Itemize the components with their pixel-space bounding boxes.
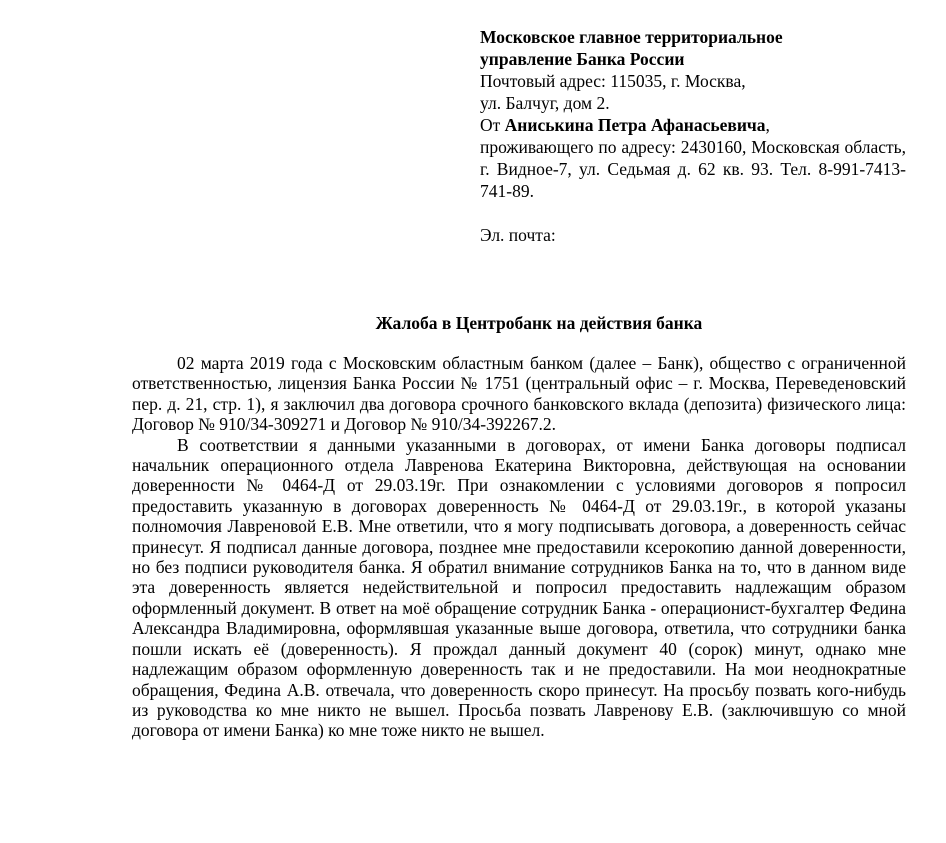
header-address-block (480, 26, 906, 246)
body-paragraph-1: 02 марта 2019 года с Московским областным банком (далее – Банк), общество с ограниченной ответственностью, лицензия Банка России № 1751 (центральный офис – г. Москва, Переведеновский пер. д. 21, стр. 1), я заключил два договора срочного банковского вклада (депозита) физического лица: Договор № 910/34-309271 и Договор № 910/34-392267.2. (132, 353, 906, 435)
sender-block (480, 114, 906, 202)
sender-name-suffix: , (765, 115, 770, 135)
body-paragraph-2: В соответствии я данными указанными в договорах, от имени Банка договоры подписал начальник операционного отдела Лавренова Екатерина Викторовна, действующая на основании доверенности № 0464-Д от 29.03.19г. При ознакомлении с условиями договоров я попросил предоставить указанную в договорах доверенность № 0464-Д от 29.03.19г., в которой указаны полномочия Лавреновой Е.В. Мне ответили, что я могу подписывать договора, а доверенность сейчас принесут. Я подписал данные договора, позднее мне предоставили ксерокопию данной доверенности, но без подписи руководителя банка. Я обратил внимание сотрудников Банка на то, что в данном виде эта доверенность является недействительной и попросил предоставить надлежащим образом оформленный документ. В ответ на моё обращение сотрудник Банка - операционист-бухгалтер Федина Александра Владимировна, оформлявшая указанные выше договора, ответила, что сотрудники банка пошли искать её (доверенность). Я прождал данный документ 40 (сорок) минут, однако мне надлежащим образом оформленную доверенность так и не предоставили. На мои неоднократные обращения, Федина А.В. отвечала, что доверенность скоро принесут. На просьбу позвать кого-нибудь из руководства ко мне никто не вышел. Просьба позвать Лавренову Е.В. (заключившую со мной договора от имени Банка) ко мне тоже никто не вышел. (132, 434, 906, 741)
sender-name: Аниськина Петра Афанасьевича (504, 115, 766, 135)
sender-address: проживающего по адресу: 2430160, Московская область, г. Видное-7, ул. Седьмая д. 62 кв. 93. Тел. 8-991-7413-741-89. (480, 137, 906, 201)
sender-prefix: От (480, 115, 505, 135)
addressee-postal-line-1: Почтовый адрес: 115035, г. Москва, (480, 71, 746, 91)
addressee-name-line-2: управление Банка России (480, 49, 685, 69)
email-label: Эл. почта: (480, 225, 556, 245)
addressee-name-line-1: Московское главное территориальное (480, 27, 783, 47)
document-title: Жалоба в Центробанк на действия банка (375, 313, 703, 333)
addressee-postal-line-2: ул. Балчуг, дом 2. (480, 93, 610, 113)
complaint-body (132, 353, 906, 741)
